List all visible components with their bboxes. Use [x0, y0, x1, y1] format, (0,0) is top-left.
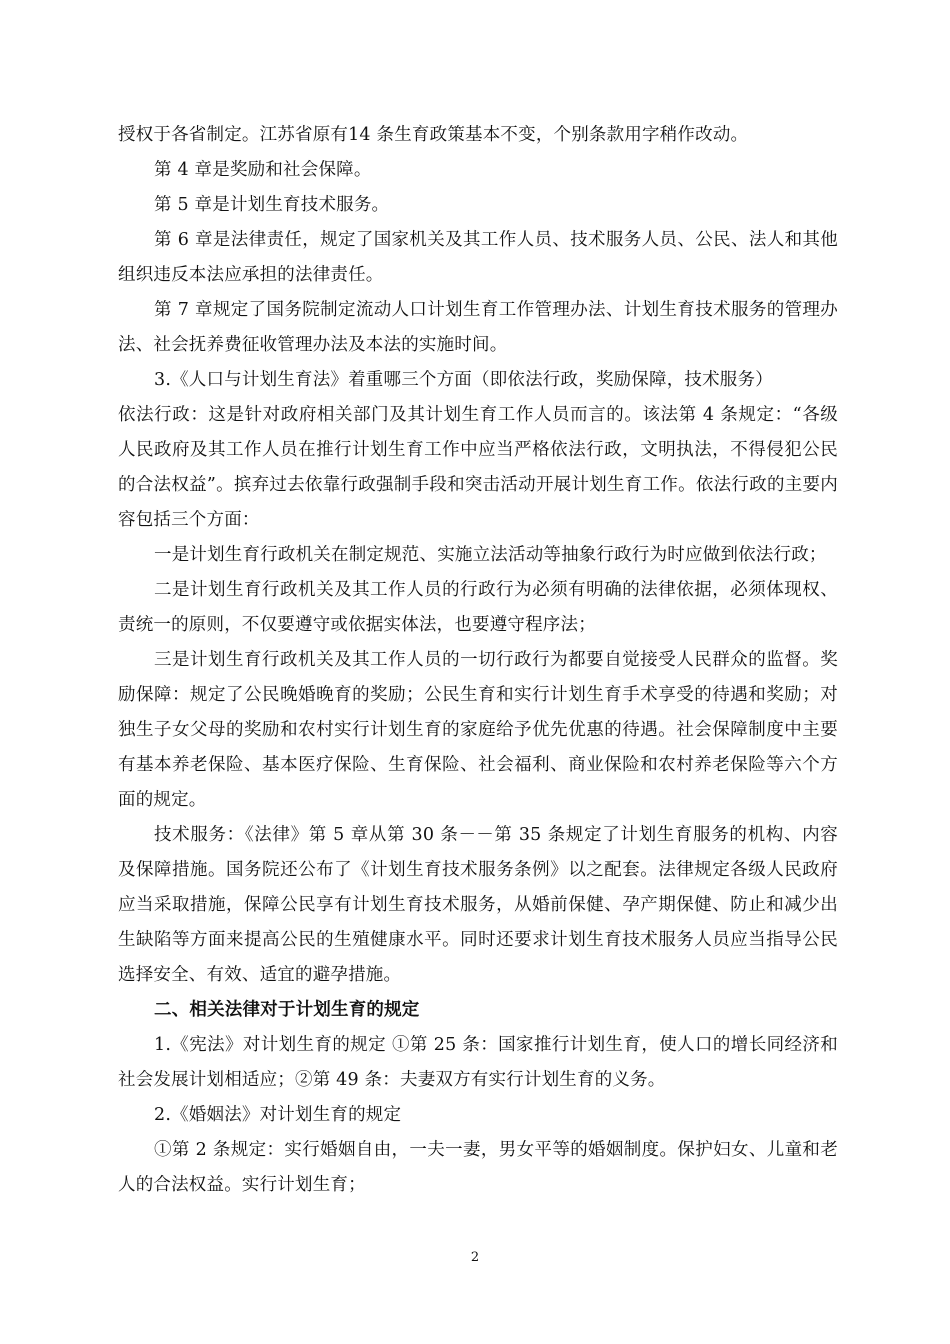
paragraph: ①第 2 条规定：实行婚姻自由，一夫一妻，男女平等的婚姻制度。保护妇女、儿童和老人的合法权益。实行计划生育； [118, 1140, 838, 1195]
paragraph: 技术服务：《法律》第 5 章从第 30 条－－第 35 条规定了计划生育服务的机构、内容及保障措施。国务院还公布了《计划生育技术服务条例》以之配套。法律规定各级人民政府应当采取措施，保障公民享有计划生育技术服务，从婚前保健、孕产期保健、防止和减少出生缺陷等方面来提高公民的生殖健康水平。同时还要求计划生育技术服务人员应当指导公民选择安全、有效、适宜的避孕措施。 [118, 825, 838, 985]
section-heading: 二、相关法律对于计划生育的规定 [154, 1000, 420, 1020]
paragraph: 第 6 章是法律责任，规定了国家机关及其工作人员、技术服务人员、公民、法人和其他组织违反本法应承担的法律责任。 [118, 230, 838, 285]
paragraph: 第 4 章是奖励和社会保障。 [154, 160, 372, 180]
paragraph: 第 7 章规定了国务院制定流动人口计划生育工作管理办法、计划生育技术服务的管理办法、社会抚养费征收管理办法及本法的实施时间。 [118, 300, 838, 355]
paragraph: 第 5 章是计划生育技术服务。 [154, 195, 390, 215]
paragraph: 2.《婚姻法》对计划生育的规定 [154, 1105, 402, 1125]
paragraph: 依法行政：这是针对政府相关部门及其计划生育工作人员而言的。该法第 4 条规定：“各级人民政府及其工作人员在推行计划生育工作中应当严格依法行政，文明执法，不得侵犯公民的合法权益”。摈弃过去依靠行政强制手段和突击活动开展计划生育工作。依法行政的主要内容包括三个方面： [118, 405, 838, 530]
paragraph: 三是计划生育行政机关及其工作人员的一切行政行为都要自觉接受人民群众的监督。奖励保障：规定了公民晚婚晚育的奖励；公民生育和实行计划生育手术享受的待遇和奖励；对独生子女父母的奖励和农村实行计划生育的家庭给予优先优惠的待遇。社会保障制度中主要有基本养老保险、基本医疗保险、生育保险、社会福利、商业保险和农村养老保险等六个方面的规定。 [118, 650, 838, 810]
paragraph: 1.《宪法》对计划生育的规定 ①第 25 条：国家推行计划生育，使人口的增长同经济和社会发展计划相适应；②第 49 条：夫妻双方有实行计划生育的义务。 [118, 1035, 838, 1090]
paragraph: 二是计划生育行政机关及其工作人员的行政行为必须有明确的法律依据，必须体现权、责统一的原则，不仅要遵守或依据实体法，也要遵守程序法； [118, 580, 838, 635]
document-body [118, 118, 838, 1203]
paragraph: 授权于各省制定。江苏省原有14 条生育政策基本不变，个别条款用字稍作改动。 [118, 125, 749, 145]
paragraph: 一是计划生育行政机关在制定规范、实施立法活动等抽象行政行为时应做到依法行政； [154, 545, 827, 565]
page-number: 2 [470, 1250, 480, 1265]
paragraph: 3.《人口与计划生育法》着重哪三个方面（即依法行政，奖励保障，技术服务） [154, 370, 773, 390]
